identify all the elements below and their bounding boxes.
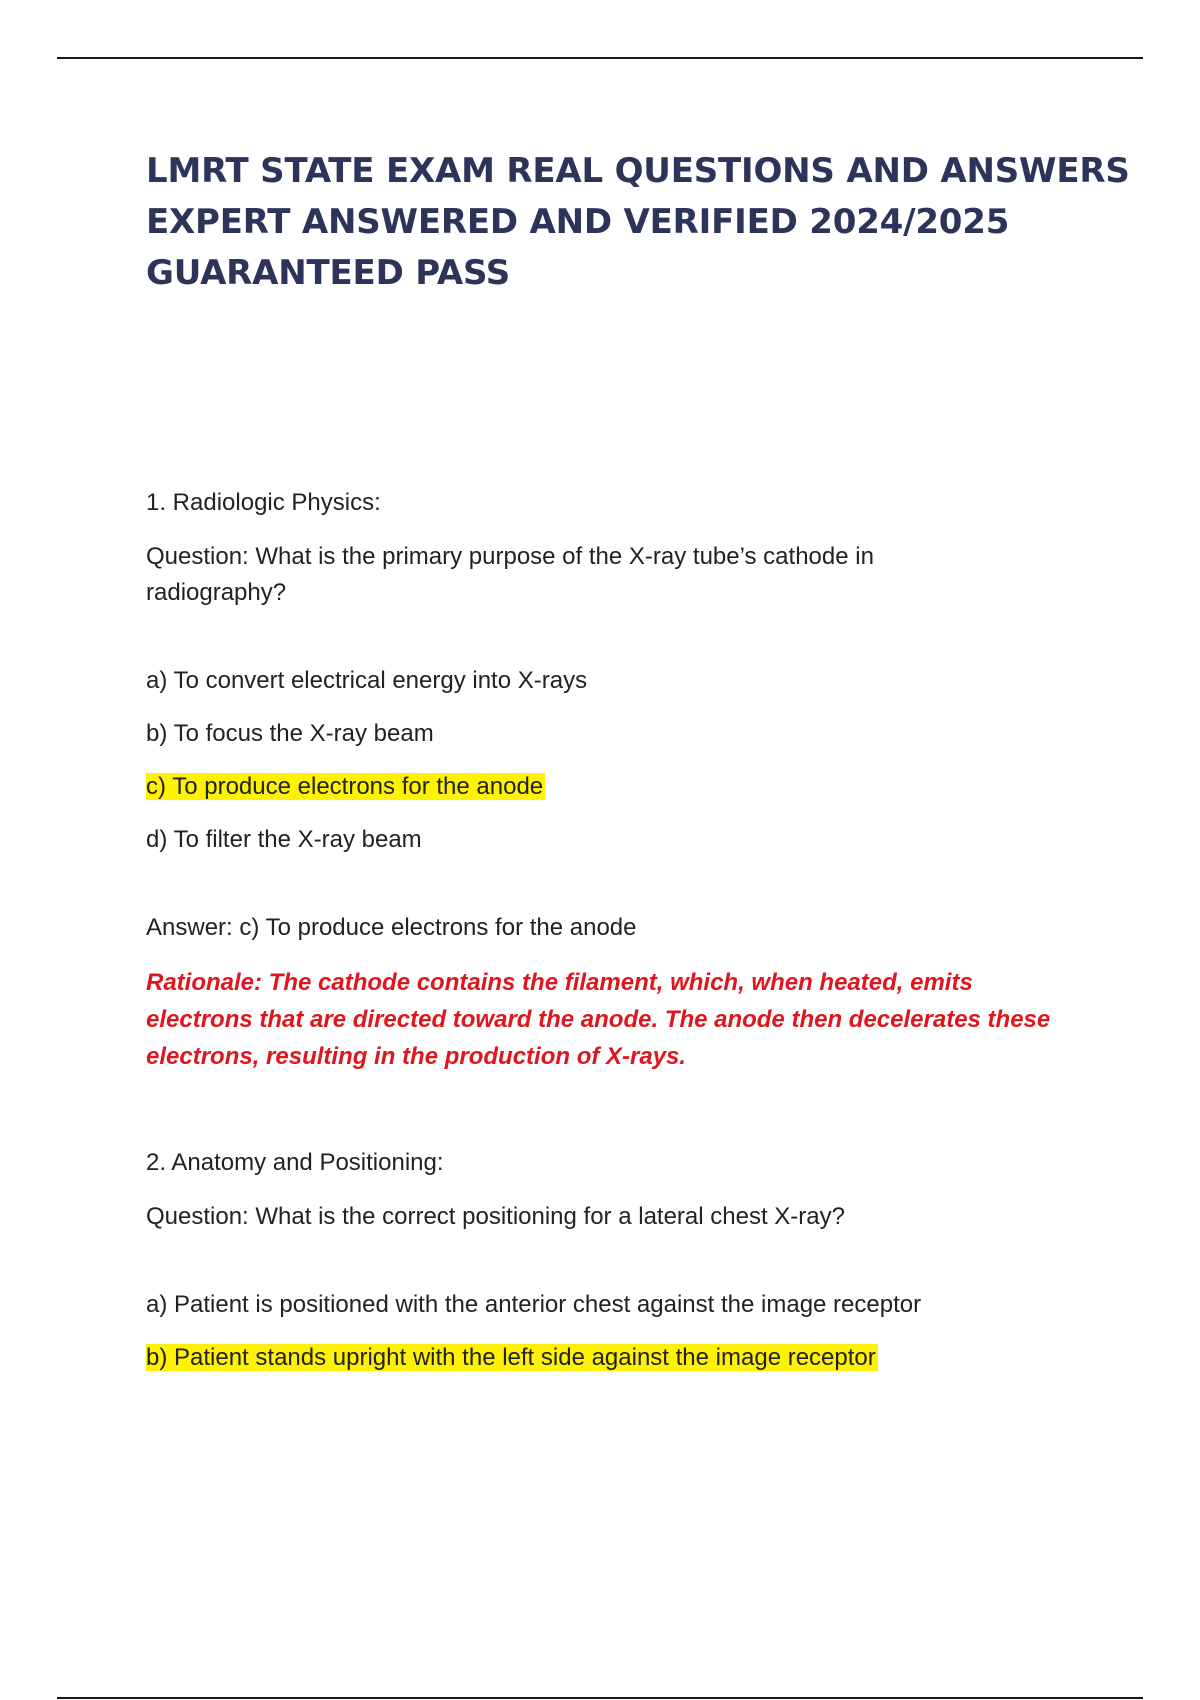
rationale-line: electrons, resulting in the production of X-rays.: [146, 1043, 687, 1070]
answer-option-b: [146, 1340, 1106, 1376]
option-text: d) To filter the X-ray beam: [146, 826, 422, 853]
answer-option-d: [146, 822, 1106, 858]
rationale-line: electrons that are directed toward the anode. The anode then decelerates these: [146, 1006, 1051, 1033]
answer-option-a: [146, 1287, 1106, 1323]
answer-option-c: [146, 769, 1106, 805]
section-heading-radiologic-physics: 1. Radiologic Physics:: [146, 489, 381, 516]
question-line: radiography?: [146, 579, 287, 606]
question-line: Question: What is the primary purpose of the X-ray tube’s cathode in: [146, 543, 874, 570]
answer-option-a: [146, 663, 1106, 699]
option-text: a) Patient is positioned with the anterior chest against the image receptor: [146, 1291, 922, 1318]
document-body: [146, 146, 1130, 1376]
highlighted-option-text: b) Patient stands upright with the left side against the image receptor: [146, 1344, 876, 1371]
option-text: b) To focus the X-ray beam: [146, 720, 434, 747]
title-line: LMRT STATE EXAM REAL QUESTIONS AND ANSWERS: [146, 151, 1130, 191]
highlighted-option-text: c) To produce electrons for the anode: [146, 773, 544, 800]
question-line: Question: What is the correct positioning for a lateral chest X-ray?: [146, 1203, 845, 1230]
answer-option-b: [146, 716, 1106, 752]
title-line: GUARANTEED PASS: [146, 253, 510, 293]
bottom-rule: [57, 1697, 1143, 1699]
question-text: [146, 1199, 1106, 1235]
option-text: a) To convert electrical energy into X-rays: [146, 667, 588, 694]
title-line: EXPERT ANSWERED AND VERIFIED 2024/2025: [146, 202, 1010, 242]
question-text: [146, 539, 1106, 611]
section-heading-anatomy-positioning: 2. Anatomy and Positioning:: [146, 1149, 444, 1176]
rationale-text: [146, 964, 1106, 1075]
rationale-line: Rationale: The cathode contains the filament, which, when heated, emits: [146, 969, 973, 996]
document-title: [146, 146, 1130, 299]
top-rule: [57, 57, 1143, 59]
answer-text: Answer: c) To produce electrons for the anode: [146, 914, 637, 941]
